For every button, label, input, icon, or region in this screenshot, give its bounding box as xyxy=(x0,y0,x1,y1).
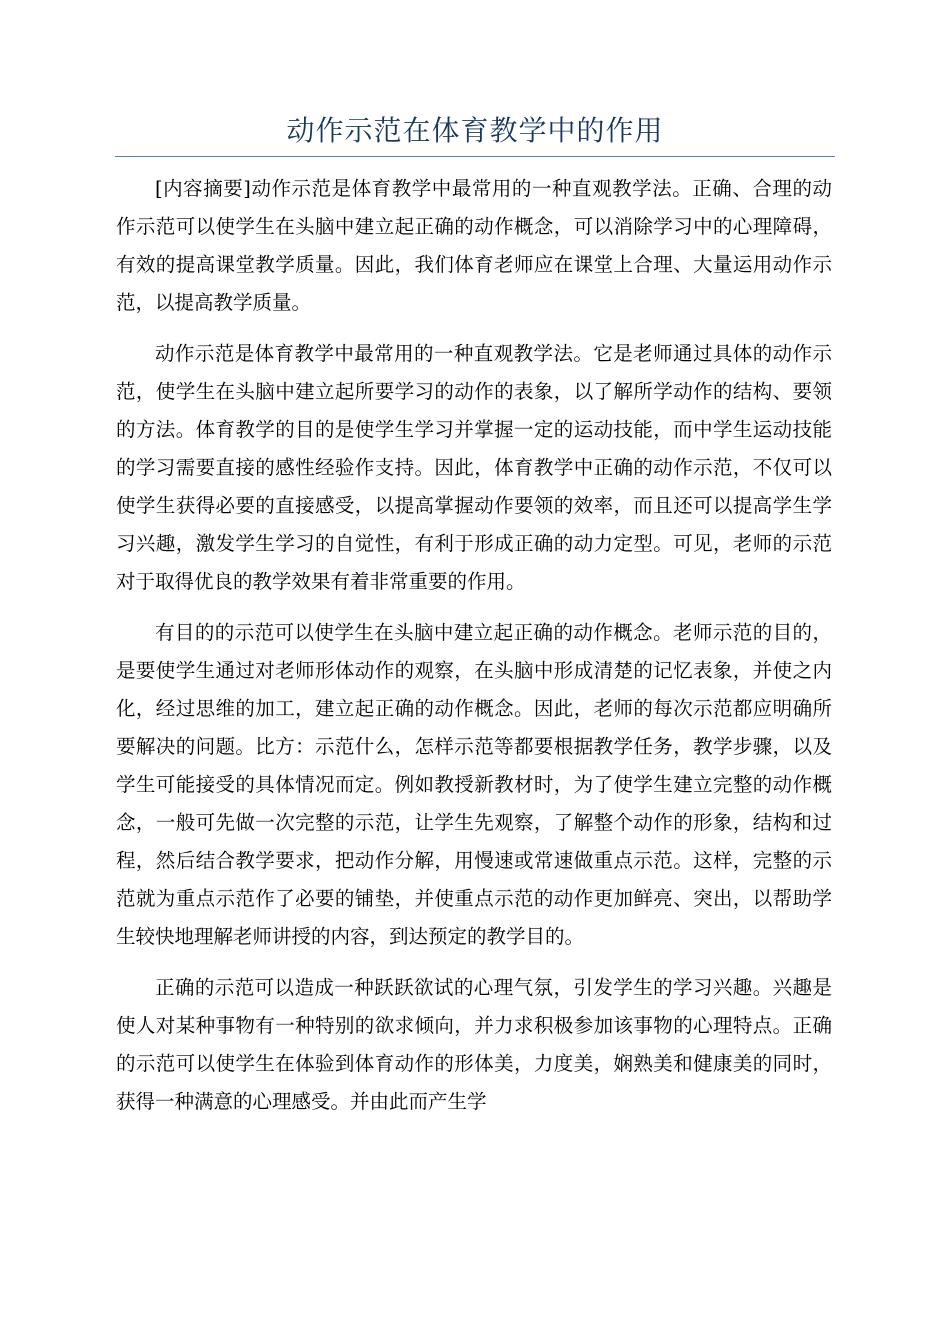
title-block xyxy=(115,108,835,157)
page-title: 动作示范在体育教学中的作用 xyxy=(286,114,664,147)
paragraph-abstract: [内容摘要]动作示范是体育教学中最常用的一种直观教学法。正确、合理的动作示范可以使学生在头脑中建立起正确的动作概念，可以消除学习中的心理障碍，有效的提高课堂教学质量。因此，我们体育老师应在课堂上合理、大量运用动作示范，以提高教学质量。 xyxy=(116,177,832,314)
paragraph-3: 有目的的示范可以使学生在头脑中建立起正确的动作概念。老师示范的目的，是要使学生通过对老师形体动作的观察，在头脑中形成清楚的记忆表象，并使之内化，经过思维的加工，建立起正确的动作概念。因此，老师的每次示范都应明确所要解决的问题。比方：示范什么，怎样示范等都要根据教学任务，教学步骤，以及学生可能接受的具体情况而定。例如教授新教材时，为了使学生建立完整的动作概念，一般可先做一次完整的示范，让学生先观察，了解整个动作的形象，结构和过程，然后结合教学要求，把动作分解，用慢速或常速做重点示范。这样，完整的示范就为重点示范作了必要的铺垫，并使重点示范的动作更加鲜亮、突出，以帮助学生较快地理解老师讲授的内容，到达预定的教学目的。 xyxy=(116,621,832,948)
document-body xyxy=(116,170,832,1134)
paragraph-2: 动作示范是体育教学中最常用的一种直观教学法。它是老师通过具体的动作示范，使学生在头脑中建立起所要学习的动作的表象，以了解所学动作的结构、要领的方法。体育教学的目的是使学生学习并掌握一定的运动技能，而中学生运动技能的学习需要直接的感性经验作支持。因此，体育教学中正确的动作示范，不仅可以使学生获得必要的直接感受，以提高掌握动作要领的效率，而且还可以提高学生学习兴趣，激发学生学习的自觉性，有利于形成正确的动力定型。可见，老师的示范对于取得优良的教学效果有着非常重要的作用。 xyxy=(116,342,832,593)
paragraph-4: 正确的示范可以造成一种跃跃欲试的心理气氛，引发学生的学习兴趣。兴趣是使人对某种事物有一种特别的欲求倾向，并力求积极参加该事物的心理特点。正确的示范可以使学生在体验到体育动作的形体美，力度美，娴熟美和健康美的同时，获得一种满意的心理感受。并由此而产生学 xyxy=(116,976,832,1113)
